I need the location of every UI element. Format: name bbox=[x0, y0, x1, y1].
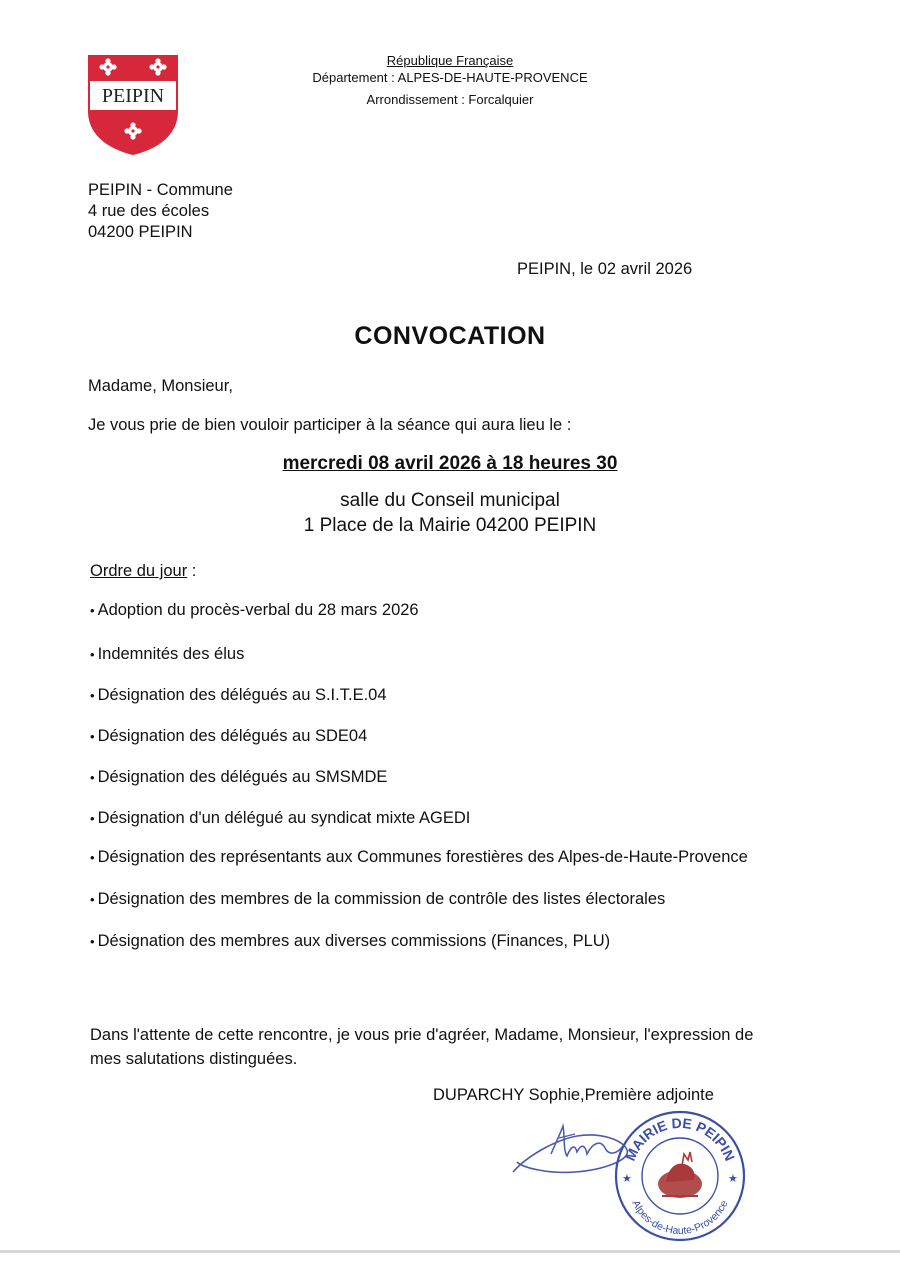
agenda-item bbox=[90, 932, 610, 951]
agenda-heading-suffix: : bbox=[187, 562, 197, 580]
agenda-item bbox=[90, 727, 367, 746]
meeting-address: 1 Place de la Mairie 04200 PEIPIN bbox=[303, 515, 597, 536]
bullet-icon: • bbox=[90, 688, 95, 703]
closing-paragraph bbox=[90, 1023, 753, 1071]
signatory: DUPARCHY Sophie,Première adjointe bbox=[433, 1086, 714, 1104]
meeting-datetime: mercredi 08 avril 2026 à 18 heures 30 bbox=[282, 453, 618, 474]
agenda-item-text: Désignation des représentants aux Communes forestières des Alpes-de-Haute-Provence bbox=[97, 848, 748, 866]
crest-label: PEIPIN bbox=[101, 85, 165, 107]
meeting-room: salle du Conseil municipal bbox=[340, 490, 560, 511]
bullet-icon: • bbox=[90, 647, 95, 662]
department-line: Département : ALPES-DE-HAUTE-PROVENCE bbox=[312, 70, 588, 85]
agenda-item bbox=[90, 809, 470, 828]
document-title: CONVOCATION bbox=[354, 322, 546, 350]
agenda-item-text: Désignation des délégués au SMSMDE bbox=[97, 768, 388, 786]
agenda-item bbox=[90, 848, 748, 867]
stamp-emblem bbox=[658, 1152, 702, 1198]
stamp-top-text: MAIRIE DE PEIPIN bbox=[621, 1114, 739, 1164]
bullet-icon: • bbox=[90, 729, 95, 744]
agenda-item-text: Désignation des délégués au SDE04 bbox=[97, 727, 368, 745]
agenda-item bbox=[90, 768, 387, 787]
agenda-item-text: Désignation des membres aux diverses commissions (Finances, PLU) bbox=[97, 932, 611, 950]
sender-street: 4 rue des écoles bbox=[88, 202, 210, 220]
bullet-icon: • bbox=[90, 850, 95, 865]
salutation: Madame, Monsieur, bbox=[88, 377, 233, 395]
mairie-stamp bbox=[610, 1106, 750, 1246]
bullet-icon: • bbox=[90, 892, 95, 907]
bullet-icon: • bbox=[90, 603, 95, 618]
closing-line: mes salutations distinguées. bbox=[90, 1050, 298, 1068]
bullet-icon: • bbox=[90, 770, 95, 785]
intro-text: Je vous prie de bien vouloir participer à la séance qui aura lieu le : bbox=[88, 416, 572, 434]
agenda-item-text: Désignation des membres de la commission de contrôle des listes électorales bbox=[97, 890, 666, 908]
svg-text:★: ★ bbox=[622, 1172, 632, 1185]
sender-name: PEIPIN - Commune bbox=[88, 181, 233, 199]
agenda-heading-label: Ordre du jour bbox=[90, 562, 188, 580]
scan-edge-divider bbox=[0, 1250, 900, 1253]
agenda-item-text: Adoption du procès-verbal du 28 mars 2026 bbox=[97, 601, 419, 619]
stamp-bottom-text: Alpes-de-Haute-Provence bbox=[629, 1198, 731, 1238]
agenda-heading bbox=[90, 562, 196, 581]
bullet-icon: • bbox=[90, 811, 95, 826]
agenda-item-text: Indemnités des élus bbox=[97, 645, 245, 663]
agenda-item bbox=[90, 686, 387, 705]
agenda-item bbox=[90, 601, 419, 620]
sender-address bbox=[88, 180, 233, 243]
sender-city: 04200 PEIPIN bbox=[88, 223, 193, 241]
agenda-item-text: Désignation des délégués au S.I.T.E.04 bbox=[97, 686, 387, 704]
agenda-item-text: Désignation d'un délégué au syndicat mixte AGEDI bbox=[97, 809, 471, 827]
date-line: PEIPIN, le 02 avril 2026 bbox=[517, 260, 693, 278]
svg-text:★: ★ bbox=[728, 1172, 738, 1185]
bullet-icon: • bbox=[90, 934, 95, 949]
arrondissement-line: Arrondissement : Forcalquier bbox=[366, 92, 534, 107]
commune-crest bbox=[86, 53, 180, 157]
agenda-item bbox=[90, 890, 665, 909]
republic-line: République Française bbox=[386, 53, 514, 68]
agenda-item bbox=[90, 645, 244, 664]
closing-line: Dans l'attente de cette rencontre, je vous prie d'agréer, Madame, Monsieur, l'expression de bbox=[90, 1026, 754, 1044]
